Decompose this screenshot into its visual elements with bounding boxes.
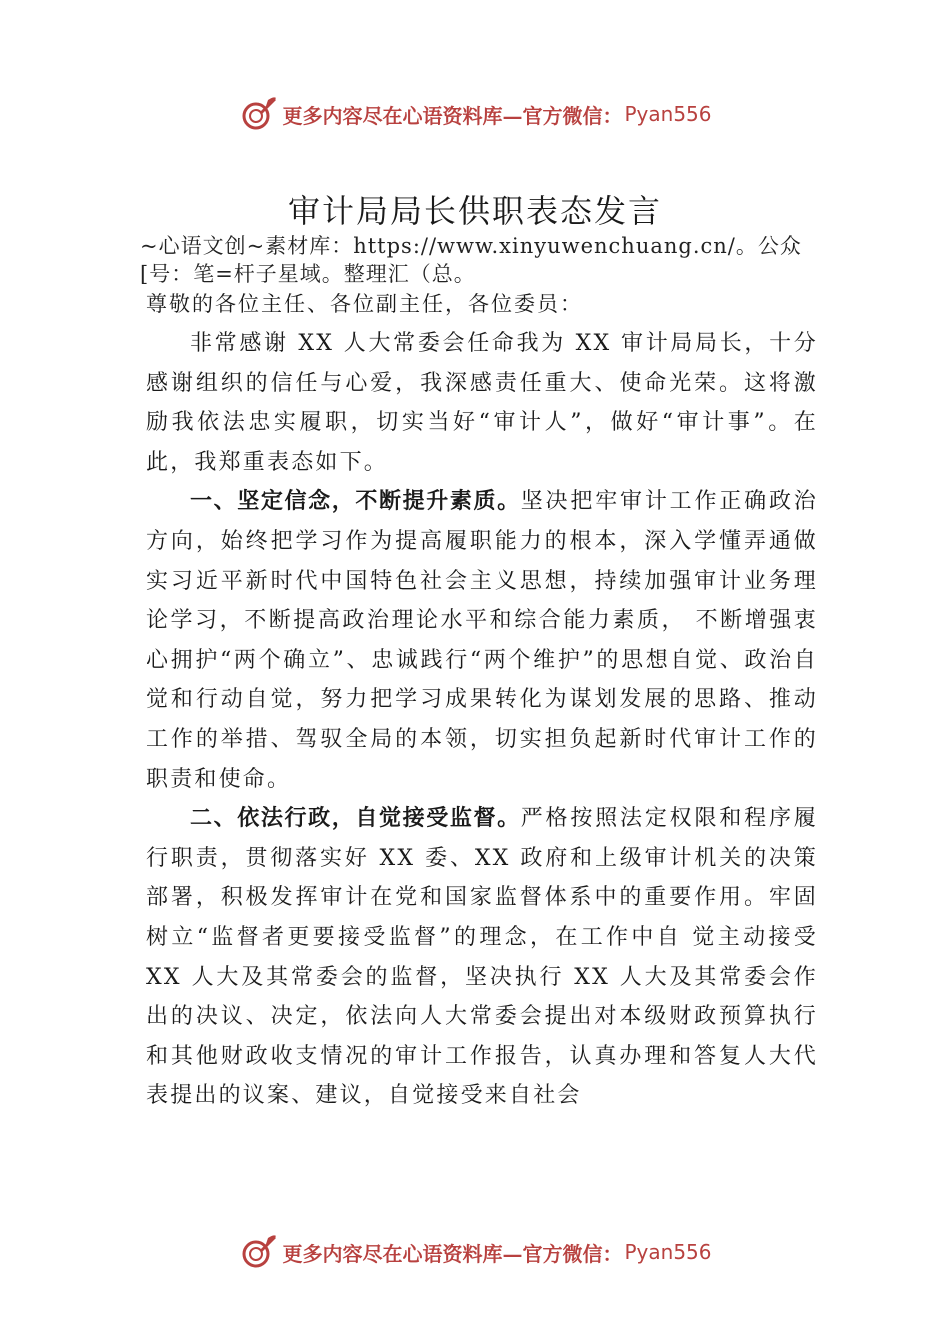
greeting: 尊敬的各位主任、各位副主任，各位委员： (146, 292, 583, 316)
document-body (146, 324, 818, 1116)
paragraph-text: 非常感谢 XX 人大常委会任命我为 XX 审计局局长，十分感谢组织的信任与心爱，我深感责任重大、使命光荣。这将激励我依法忠实履职，切实当好“审计人”，做好“审计事”。在此，我郑重表态如下。 (146, 331, 818, 475)
paragraph-3 (146, 799, 818, 1116)
paragraph-text: 严格按照法定权限和程序履行职责，贯彻落实好 XX 委、XX 政府和上级审计机关的决策部署，积极发挥审计在党和国家监督体系中的重要作用。牢固树立“监督者更要接受监督”的理念，在工作中自 觉主动接受 XX 人大及其常委会的监督，坚决执行 XX 人大及其常委会作出的决议、决定，依法向人大常委会提出对本级财政预算执行和其他财政收支情况的审计工作报告，认真办理和答复人大代表提出的议案、建议，自觉接受来自社会 (146, 806, 818, 1109)
banner-wechat-id: Pyan556 (624, 102, 712, 126)
quill-seal-logo-icon (238, 94, 278, 134)
banner-text: 更多内容尽在心语资料库—官方微信： (282, 1241, 623, 1266)
source-line-2: [号：笔=杆子星域。整理汇（总。 (140, 262, 476, 286)
document-title: 审计局局长供职表态发言 (287, 192, 662, 230)
source-line-1: ~心语文创~素材库：https://www.xinyuwenchuang.cn/。公众 (140, 234, 802, 258)
banner-text: 更多内容尽在心语资料库—官方微信： (282, 103, 623, 128)
banner-wechat-id: Pyan556 (624, 1240, 712, 1264)
paragraph-text: 坚决把牢审计工作正确政治方向，始终把学习作为提高履职能力的根本，深入学懂弄通做实习近平新时代中国特色社会主义思想，持续加强审计业务理论学习，不断提高政治理论水平和综合能力素质， 不断增强衷心拥护“两个确立”、忠诚践行“两个维护”的思想自觉、政治自觉和行动自觉，努力把学习成果转化为谋划发展的思路、推动工作的举措、驾驭全局的本领，切实担负起新时代审计工作的职责和使命。 (146, 489, 818, 792)
paragraph-lead: 二、依法行政，自觉接受监督。 (190, 806, 521, 832)
header-banner (0, 92, 950, 136)
paragraph-2 (146, 482, 818, 799)
quill-seal-logo-icon (238, 1232, 278, 1272)
footer-banner (0, 1230, 950, 1274)
paragraph-lead: 一、坚定信念，不断提升素质。 (190, 489, 521, 515)
paragraph-1 (146, 324, 818, 482)
